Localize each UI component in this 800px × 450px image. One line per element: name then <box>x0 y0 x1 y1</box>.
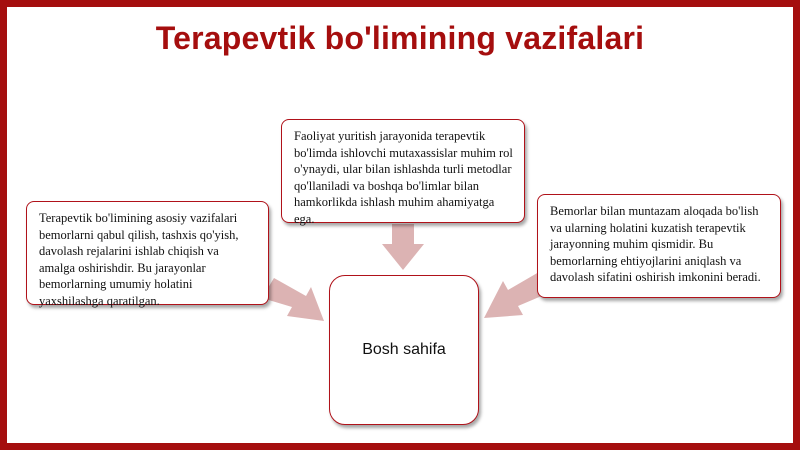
arrow-down-icon <box>382 224 424 270</box>
slide-title: Terapevtik bo'limining vazifalari <box>155 20 645 56</box>
arrow-right-icon <box>262 278 324 321</box>
text-box-right: Bemorlar bilan muntazam aloqada bo'lish va ularning holatini kuzatish terapevtik jarayonning muhim qismidir. Bu bemorlarning ehtiyojlarini aniqlash va davolash sifatini oshirish imkonini beradi. <box>537 194 781 298</box>
center-home-label: Bosh sahifa <box>362 341 446 358</box>
text-box-top: Faoliyat yuritish jarayonida terapevtik bo'limda ishlovchi mutaxassislar muhim rol o'ynaydi, ular bilan ishlashda turli metodlar qo'llaniladi va boshqa bo'limlar bilan hamkorlikda ishlash muhim ahamiyatga ega. <box>281 119 525 223</box>
center-home-box[interactable] <box>329 275 479 425</box>
text-box-left: Terapevtik bo'limining asosiy vazifalari bemorlarni qabul qilish, tashxis qo'yish, davolash rejalarini ishlab chiqish va amalga oshirishdir. Bu jarayonlar bemorlarning umumiy holatini yaxshilashga qaratilgan. <box>26 201 269 305</box>
